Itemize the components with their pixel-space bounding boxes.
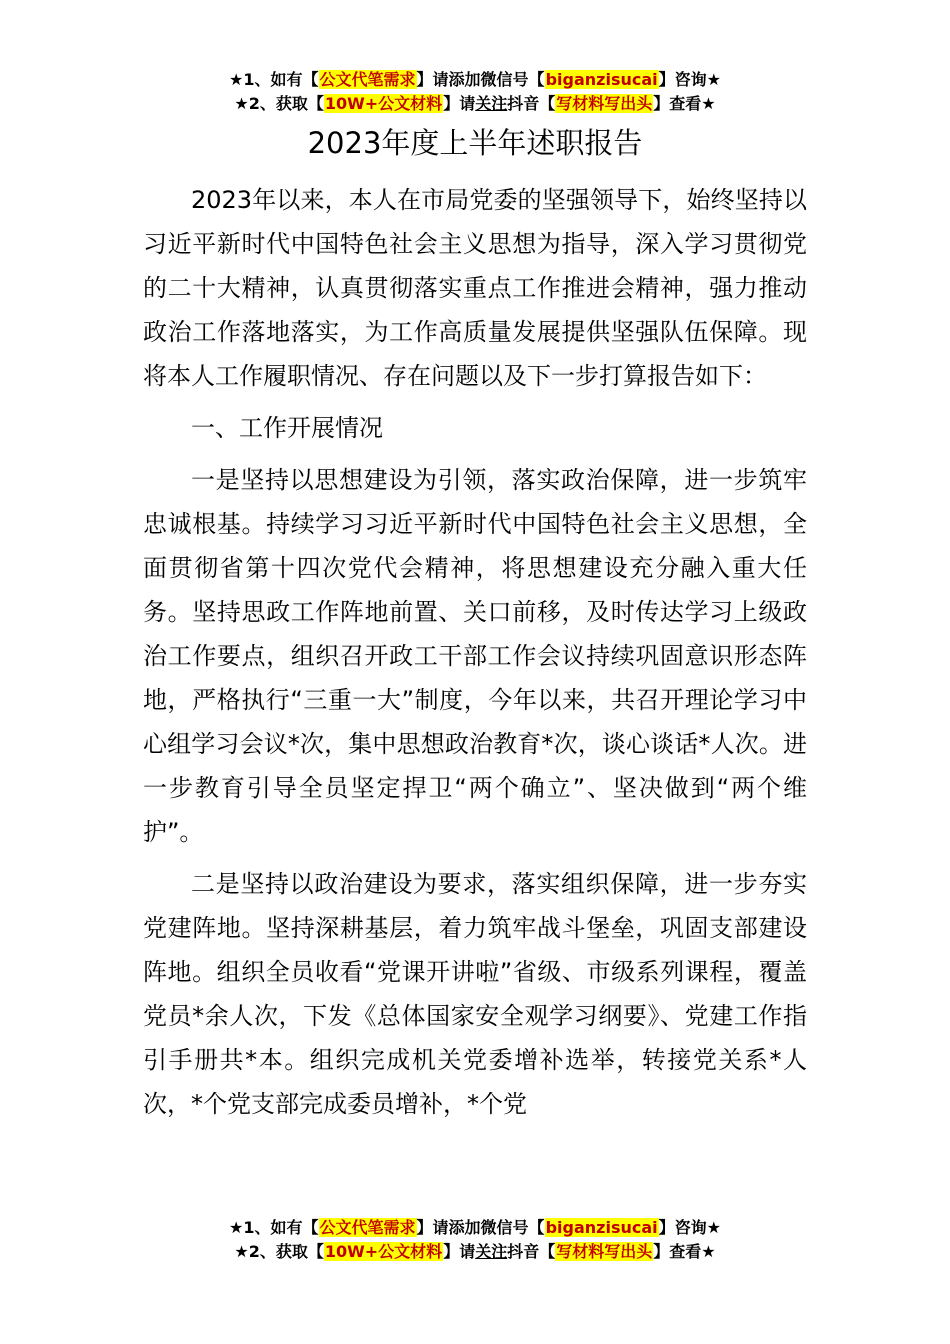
douyin-id: 写材料写出头: [556, 94, 653, 113]
document-body: [143, 178, 807, 1126]
body-paragraph: 二是坚持以政治建设为要求，落实组织保障，进一步夯实党建阵地。坚持深耕基层，着力筑牢战斗堡垒，巩固支部建设阵地。组织全员收看“党课开讲啦”省级、市级系列课程，覆盖党员*余人次，下发《总体国家安全观学习纲要》、党建工作指引手册共*本。组织完成机关党委增补选举，转接党关系*人次，*个党支部完成委员增补，*个党: [143, 870, 807, 1118]
header-banner: [0, 68, 950, 116]
banner-line-1: ★1、如有【公文代笔需求】请添加微信号【biganzisucai】咨询★: [229, 1218, 721, 1237]
banner-line-2: ★2、获取【10W+公文材料】请关注抖音【写材料写出头】查看★: [234, 1242, 716, 1261]
highlight-text: 10W+公文材料: [324, 1242, 443, 1261]
document-title: 2023年度上半年述职报告: [307, 126, 643, 160]
footer-banner: [0, 1216, 950, 1264]
wechat-id: biganzisucai: [545, 1218, 658, 1237]
wechat-id: biganzisucai: [545, 70, 658, 89]
banner-line-1: ★1、如有【公文代笔需求】请添加微信号【biganzisucai】咨询★: [229, 70, 721, 89]
highlight-text: 公文代笔需求: [319, 70, 416, 89]
highlight-text: 公文代笔需求: [319, 1218, 416, 1237]
banner-line-2: ★2、获取【10W+公文材料】请关注抖音【写材料写出头】查看★: [234, 94, 716, 113]
highlight-text: 10W+公文材料: [324, 94, 443, 113]
douyin-id: 写材料写出头: [556, 1242, 653, 1261]
section-heading: 一、工作开展情况: [191, 414, 383, 442]
body-paragraph: 一是坚持以思想建设为引领，落实政治保障，进一步筑牢忠诚根基。持续学习习近平新时代中国特色社会主义思想，全面贯彻省第十四次党代会精神，将思想建设充分融入重大任务。坚持思政工作阵地前置、关口前移，及时传达学习上级政治工作要点，组织召开政工干部工作会议持续巩固意识形态阵地，严格执行“三重一大”制度，今年以来，共召开理论学习中心组学习会议*次，集中思想政治教育*次，谈心谈话*人次。进一步教育引导全员坚定捍卫“两个确立”、坚决做到“两个维护”。: [143, 466, 807, 846]
intro-paragraph: 2023年以来，本人在市局党委的坚强领导下，始终坚持以习近平新时代中国特色社会主义思想为指导，深入学习贯彻党的二十大精神，认真贯彻落实重点工作推进会精神，强力推动政治工作落地落实，为工作高质量发展提供坚强队伍保障。现将本人工作履职情况、存在问题以及下一步打算报告如下：: [143, 186, 807, 390]
